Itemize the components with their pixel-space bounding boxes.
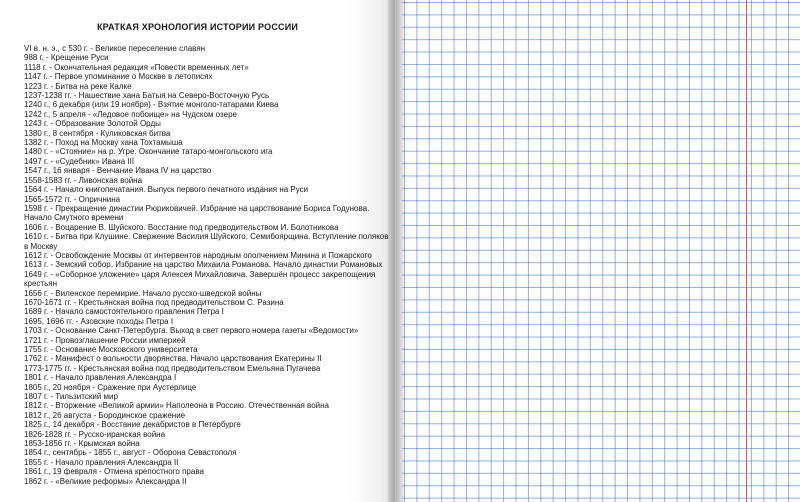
chronology-entry: 1243 г. - Образование Золотой Орды (24, 119, 161, 129)
chronology-entry: 1118 г. - Окончательная редакция «Повести временных лет» (24, 62, 249, 72)
chronology-entry: 1480 г. - «Стояние» на р. Угре. Окончание татаро-монгольского ига (24, 147, 273, 157)
left-page (0, 0, 395, 502)
chronology-entry: 1242 г., 5 апреля - «Ледовое побоище» на Чудском озере (24, 109, 237, 119)
chronology-entry: 1755 г. - Основание Московского университета (24, 345, 198, 354)
grid-page (402, 0, 800, 502)
chronology-entry: 1805 г., 20 ноября - Сражение при Аустерлице (24, 382, 197, 392)
chronology-entry: 1825 г., 14 декабря - Восстание декабристов в Петербурге (24, 420, 241, 430)
chronology-entry: 1558-1583 гг. - Ливонская война (24, 175, 143, 185)
chronology-entry: 1612 г. - Освобождение Москвы от интервентов народным ополчением Минина и Пожарского (24, 250, 372, 260)
chronology-entry: 1855 г. - Начало правления Александра II (24, 457, 179, 467)
chronology-entry: 1853-1856 гг. - Крымская война (24, 439, 140, 449)
chronology-entry: 1854 г., сентябрь - 1855 г., август - Оборона Севастополя (24, 448, 237, 458)
chronology-entry: 1382 г. - Поход на Москву хана Тохтамыша (24, 138, 183, 148)
chronology-entry: 1649 г. - «Соборное уложение» царя Алексея Михайловича. Завершён процесс закрепощения крестьян (24, 269, 376, 289)
chronology-entry: 1826-1828 гг. - Русско-иранская война (24, 429, 166, 439)
chronology-entry: 1773-1775 гг. - Крестьянская война под предводительством Емельяна Пугачева (24, 363, 321, 373)
chronology-entry: 1703 г. - Основание Санкт-Петербурга. Выход в свет первого номера газеты «Ведомости» (24, 326, 359, 336)
chronology-entry: 1656 г. - Виленское перемирие. Начало русско-шведской войны (24, 288, 262, 298)
chronology-entry: 1237-1238 гг. - Нашествие хана Батыя на Северо-Восточную Русь (24, 91, 270, 101)
chronology-entry: 988 г. - Крещение Руси (24, 53, 109, 63)
chronology-entry: 1240 г., 6 декабря (или 19 ноября) - Взятие монголо-татарами Киева (24, 100, 279, 110)
chronology-entry: 1670-1671 гг. - Крестьянская война под предводительством С. Разина (24, 297, 284, 307)
chronology-list (24, 44, 392, 486)
chronology-entry: 1606 г. - Воцарение В. Шуйского. Восстание под предводительством И. Болотникова (24, 222, 339, 232)
chronology-entry: 1547 г., 16 января - Венчание Ивана IV на царство (24, 166, 212, 176)
document-title: КРАТКАЯ ХРОНОЛОГИЯ ИСТОРИИ РОССИИ (96, 22, 299, 32)
chronology-entry: 1613 г. - Земский собор. Избрание на царство Михаила Романова. Начало династии Романовых (24, 260, 383, 270)
chronology-entry: 1598 г. - Прекращение династии Рюриковичей. Избрание на царствование Бориса Годунова. Начало Смутного времени (24, 203, 370, 223)
chronology-entry: 1862 г. - «Великие реформы» Александра II (24, 476, 187, 486)
chronology-entry: 1812 г., 26 августа - Бородинское сражение (24, 410, 186, 420)
chronology-entry: 1861 г., 19 февраля - Отмена крепостного права (24, 467, 204, 477)
chronology-entry: 1565-1572 гг. - Опричнина (24, 194, 121, 204)
chronology-entry: 1721 г. - Провозглашение России империей (24, 335, 186, 345)
chronology-entry: 1223 г. - Битва на реке Калке (24, 81, 132, 91)
chronology-entry: 1610 г. - Битва при Клушине. Свержение Василия Шуйского. Семибоярщина. Вступление поляков в Москву (24, 232, 389, 251)
chronology-entry: 1380 г., 8 сентября - Куликовская битва (24, 128, 171, 138)
chronology-entry: 1807 г. - Тильзитский мир (24, 392, 118, 402)
chronology-entry: 1812 г. - Вторжение «Великой армии» Наполеона в Россию. Отечественная война (24, 401, 330, 411)
chronology-entry: 1762 г. - Манифест о вольности дворянства. Начало царствования Екатерины II (24, 354, 322, 364)
notebook-spine (388, 0, 404, 502)
chronology-entry: 1695, 1696 гг. - Азовские походы Петра I (24, 316, 174, 326)
margin-line (746, 0, 747, 502)
chronology-entry: 1497 г. - «Судебник» Ивана III (24, 156, 135, 166)
chronology-entry: 1801 г. - Начало правления Александра I (24, 373, 177, 383)
chronology-entry: 1689 г. - Начало самостоятельного правления Петра I (24, 307, 224, 317)
chronology-entry: 1564 г. - Начало книгопечатания. Выпуск первого печатного издания на Руси (24, 185, 309, 195)
chronology-entry: 1147 г. - Первое упоминание о Москве в летописях (24, 72, 213, 82)
chronology-entry: VI в. н. э., с 530 г. - Великое переселение славян (24, 44, 206, 53)
